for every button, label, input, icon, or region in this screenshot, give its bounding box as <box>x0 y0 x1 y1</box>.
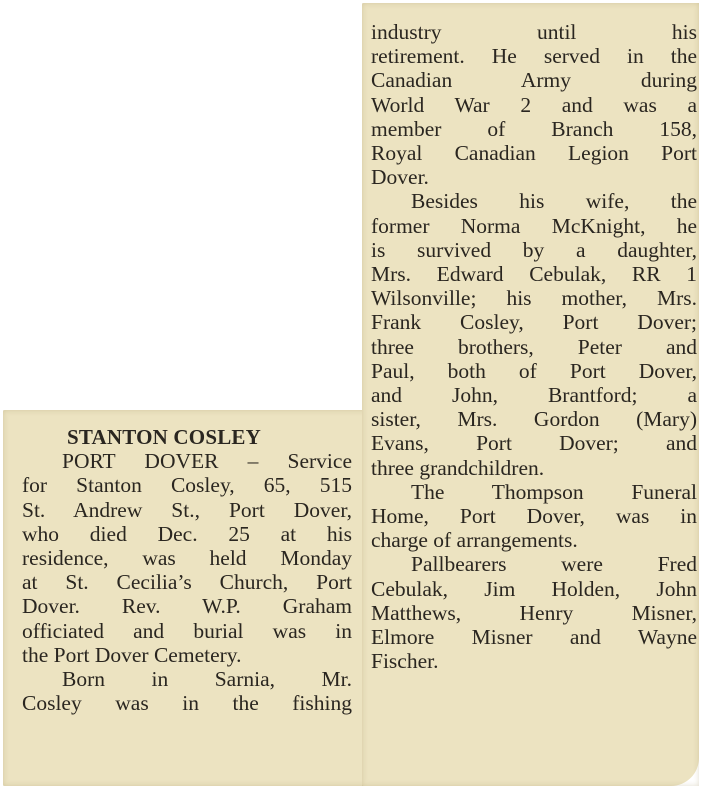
obituary-line: industry until his <box>371 20 697 44</box>
obituary-line: for Stanton Cosley, 65, 515 <box>22 473 352 498</box>
obituary-line: Home, Port Dover, was in <box>371 504 697 529</box>
obituary-line: The Thompson Funeral <box>411 479 697 504</box>
obituary-line: Canadian Army during <box>371 68 697 93</box>
obituary-line: at St. Cecilia’s Church, Port <box>22 570 352 595</box>
obituary-line: and John, Brantford; a <box>371 383 697 408</box>
obituary-line: member of Branch 158, <box>371 116 697 141</box>
obituary-line: Dover. Rev. W.P. Graham <box>22 594 352 619</box>
obituary-line: St. Andrew St., Port Dover, <box>22 497 352 522</box>
obituary-line: three grandchildren. <box>371 455 545 480</box>
obituary-line: Evans, Port Dover; and <box>371 431 697 456</box>
obituary-line: Royal Canadian Legion Port <box>371 141 697 166</box>
obituary-headline: STANTON COSLEY <box>67 425 261 449</box>
obituary-line: Matthews, Henry Misner, <box>371 600 697 625</box>
obituary-line: Cosley was in the fishing <box>22 691 352 716</box>
obituary-line: Born in Sarnia, Mr. <box>62 667 352 692</box>
obituary-line: who died Dec. 25 at his <box>22 521 352 546</box>
obituary-line: Frank Cosley, Port Dover; <box>371 310 697 335</box>
obituary-line: residence, was held Monday <box>22 546 352 571</box>
obituary-line: retirement. He served in the <box>371 44 697 69</box>
obituary-line: Wilsonville; his mother, Mrs. <box>371 286 697 311</box>
obituary-line: three brothers, Peter and <box>371 334 697 359</box>
obituary-line: Pallbearers were Fred <box>411 552 697 577</box>
obituary-line: Mrs. Edward Cebulak, RR 1 <box>371 262 697 287</box>
obituary-line: Cebulak, Jim Holden, John <box>371 576 697 601</box>
obituary-line: the Port Dover Cemetery. <box>22 642 242 667</box>
obituary-line: PORT DOVER – Service <box>62 449 352 474</box>
obituary-line: Besides his wife, the <box>411 189 697 214</box>
obituary-line: World War 2 and was a <box>371 92 697 117</box>
obituary-line: Fischer. <box>371 649 439 674</box>
obituary-line: officiated and burial was in <box>22 618 352 643</box>
obituary-line: is survived by a daughter, <box>371 237 697 262</box>
obituary-line: Elmore Misner and Wayne <box>371 625 697 650</box>
obituary-line: charge of arrangements. <box>371 528 578 553</box>
obituary-line: sister, Mrs. Gordon (Mary) <box>371 407 697 432</box>
obituary-line: Dover. <box>371 165 429 190</box>
obituary-left-column <box>22 425 352 715</box>
obituary-right-column <box>371 20 697 673</box>
obituary-line: former Norma McKnight, he <box>371 213 697 238</box>
obituary-line: Paul, both of Port Dover, <box>371 358 697 383</box>
